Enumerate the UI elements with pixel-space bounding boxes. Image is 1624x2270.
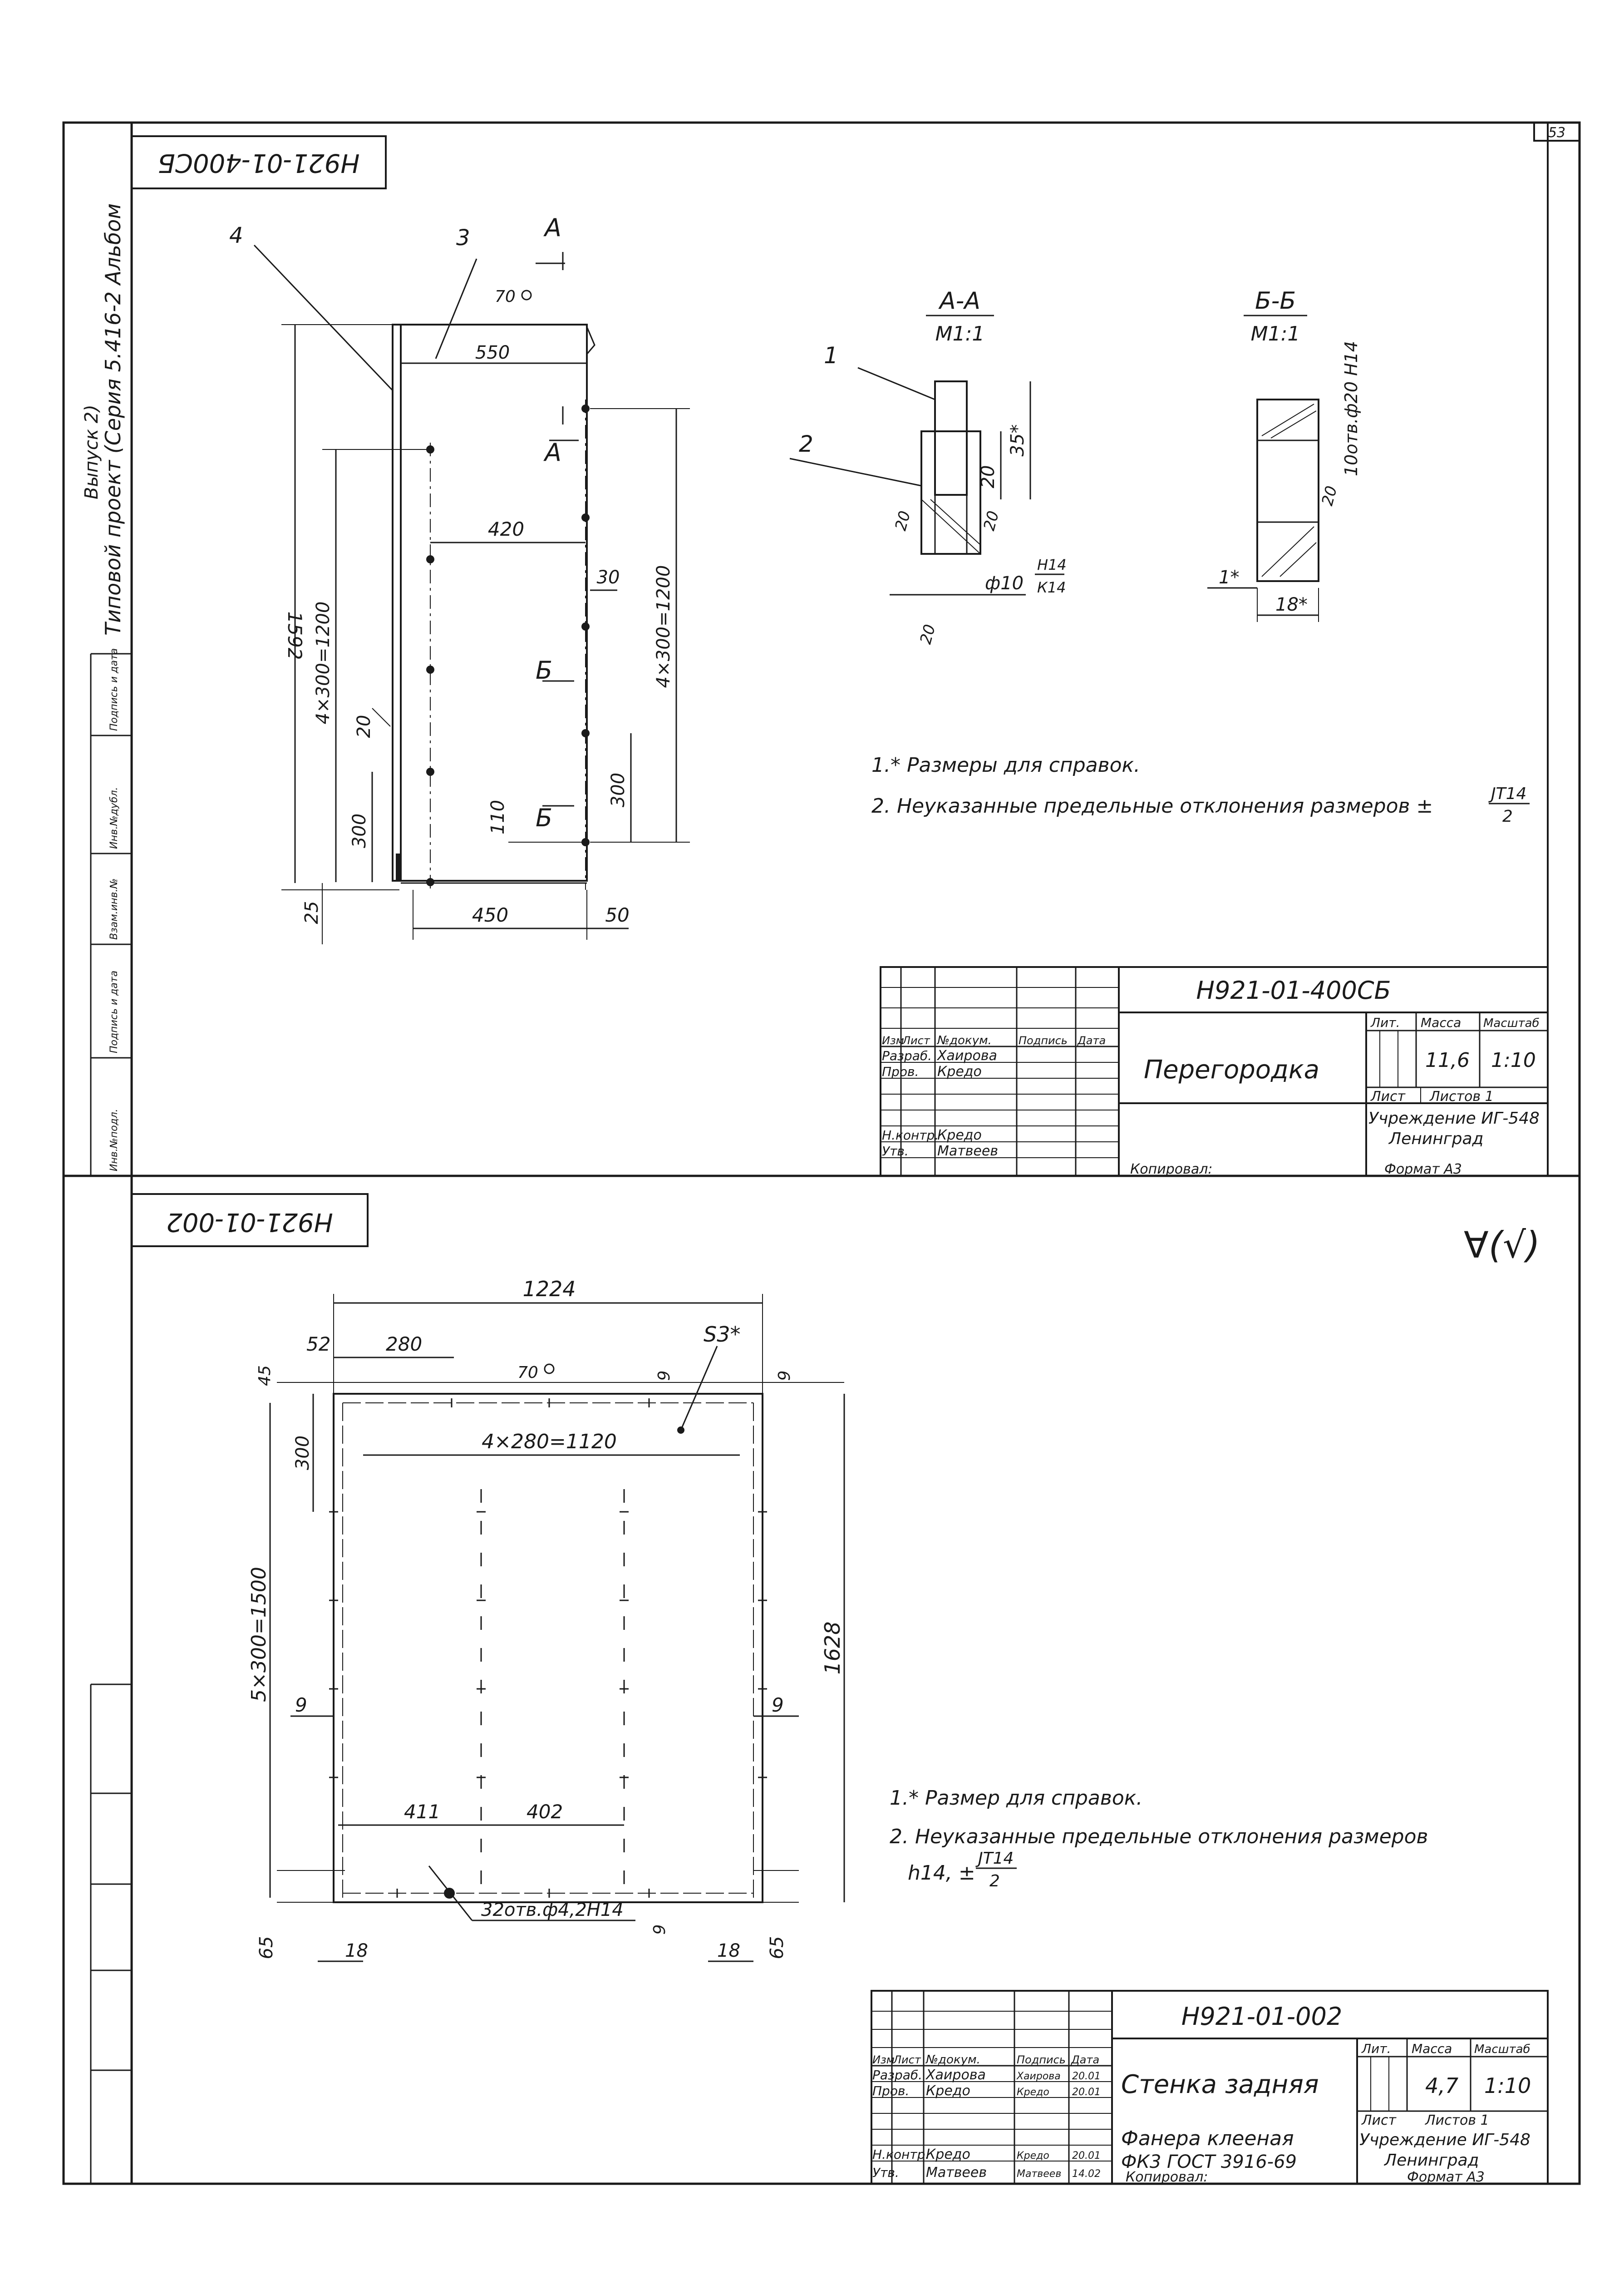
tb1-kopiroval: Копировал: xyxy=(1130,1161,1213,1177)
dim-300-right: 300 xyxy=(608,772,629,808)
dim-110: 110 xyxy=(487,799,508,835)
tb2-prov-name: Кредо xyxy=(926,2083,970,2099)
tb1-hdr-list: Лист xyxy=(902,1034,930,1047)
tb2-format: Формат А3 xyxy=(1407,2169,1485,2185)
rough-20-aa-right: 20 xyxy=(980,509,1003,533)
rough-20-aa-bottom: 20 xyxy=(916,622,940,646)
rough-70: 70 xyxy=(495,287,516,306)
sheet2-part-name: Стенка задняя xyxy=(1121,2070,1319,2099)
dim-1224: 1224 xyxy=(522,1277,576,1301)
tb2-org2: Ленинград xyxy=(1384,2151,1479,2170)
label-2: 2 xyxy=(799,431,813,457)
tb2-sheets: Листов 1 xyxy=(1425,2112,1489,2128)
dim-1592: 1592 xyxy=(284,611,306,660)
page-number: 53 xyxy=(1548,125,1566,141)
tb2-prov-sign: Кредо xyxy=(1017,2087,1049,2098)
tb2-razrab: Разраб. xyxy=(872,2068,923,2082)
dim-300-s2: 300 xyxy=(292,1435,313,1471)
tb2-utv: Утв. xyxy=(872,2165,899,2180)
sheet2-material1: Фанера клееная xyxy=(1121,2127,1294,2150)
label-4: 4 xyxy=(229,223,243,248)
tb2-masshtab: Масштаб xyxy=(1474,2043,1530,2056)
dim-65-right: 65 xyxy=(767,1936,787,1959)
side-cell-inv: Инв.№подл. xyxy=(108,1109,120,1171)
sheet2-note-2: 2. Неуказанные предельные отклонения размеров xyxy=(890,1825,1428,1848)
tb1-prov: Пров. xyxy=(882,1064,919,1079)
tb2-sheet: Лист xyxy=(1362,2112,1397,2128)
sheet1-notes xyxy=(871,754,1530,826)
dim-20-aa: 20 xyxy=(978,465,999,489)
dim-402: 402 xyxy=(527,1801,563,1823)
sheet2-note-2-num: JT14 xyxy=(978,1849,1014,1868)
dim-left-pitch: 4×300=1200 xyxy=(313,601,334,725)
tb2-prov-date: 20.01 xyxy=(1072,2087,1101,2098)
fit-denominator: К14 xyxy=(1037,579,1066,596)
sheet2-material2: ФК3 ГОСТ 3916-69 xyxy=(1121,2152,1297,2172)
dim-300-left: 300 xyxy=(349,813,370,849)
tb2-hdr-list: Лист xyxy=(893,2053,921,2066)
partition-view xyxy=(229,213,690,944)
back-wall-holes xyxy=(329,1398,767,1898)
sheet1-note-2: 2. Неуказанные предельные отклонения размеров ± xyxy=(871,794,1433,818)
tb1-sheet: Лист xyxy=(1371,1089,1406,1105)
roughness-symbol: ∀(√) xyxy=(1464,1224,1540,1266)
side-cell-dubl: Инв.№дубл. xyxy=(108,787,120,849)
rough-20: 20 xyxy=(354,715,374,738)
tb1-razrab: Разраб. xyxy=(882,1048,932,1063)
dim-9-bottom: 9 xyxy=(650,1924,669,1935)
album-title: Типовой проект (Серия 5.416-2 Альбом xyxy=(101,203,125,636)
sheet1-title-block xyxy=(881,967,1548,1177)
section-b-b xyxy=(1207,287,1361,622)
dim-45: 45 xyxy=(256,1365,274,1386)
album-subtitle: Выпуск 2) xyxy=(81,405,102,499)
dim-420: 420 xyxy=(487,518,525,540)
tb2-scale-value: 1:10 xyxy=(1484,2073,1531,2098)
label-3: 3 xyxy=(456,225,470,251)
tb1-org2: Ленинград xyxy=(1389,1130,1484,1148)
tb1-nkontr-name: Кредо xyxy=(937,1127,982,1143)
tb1-hdr-sign: Подпись xyxy=(1019,1034,1068,1047)
section-a-a xyxy=(790,287,1067,646)
dim-18: 18* xyxy=(1275,594,1308,615)
dim-52: 52 xyxy=(306,1333,331,1355)
tb2-utv-name: Матвеев xyxy=(926,2165,987,2181)
section-mark-b-bottom: Б xyxy=(536,804,553,832)
tb2-nkontr-date: 20.01 xyxy=(1072,2150,1101,2161)
section-bb-holes: 10отв.ф20 Н14 xyxy=(1341,340,1361,477)
tb1-utv-name: Матвеев xyxy=(937,1143,999,1159)
tb2-org1: Учреждение ИГ-548 xyxy=(1359,2131,1530,2149)
fit-numerator: Н14 xyxy=(1037,556,1067,573)
dim-9-right: 9 xyxy=(772,1694,784,1716)
sheet1-code-box xyxy=(132,136,386,188)
tb2-hdr-doc: №докум. xyxy=(926,2053,980,2067)
rough-20-aa-left: 20 xyxy=(891,509,915,533)
section-bb-title: Б-Б xyxy=(1255,287,1296,315)
dim-9-top-b: 9 xyxy=(775,1370,794,1381)
tb2-nkontr-name: Кредо xyxy=(926,2147,970,2162)
dim-35: 35* xyxy=(1007,424,1028,457)
fit-diameter: ф10 xyxy=(985,573,1024,594)
section-mark-b-top: Б xyxy=(536,656,553,685)
side-strip xyxy=(81,203,132,2184)
tb1-hdr-izm: Изм xyxy=(882,1034,904,1047)
section-bb-scale: М1:1 xyxy=(1250,322,1300,345)
dim-9-left: 9 xyxy=(295,1694,307,1716)
tb2-lit: Лит. xyxy=(1362,2041,1391,2056)
dim-1628: 1628 xyxy=(820,1621,845,1675)
sheet2-note-2-tol: h14, ± xyxy=(908,1861,975,1885)
sheet2-code-rotated: Н921-01-002 xyxy=(166,1207,333,1237)
tb1-masshtab: Масштаб xyxy=(1483,1017,1540,1030)
sheet1-part-name: Перегородка xyxy=(1144,1055,1319,1085)
sheet2-title-block xyxy=(871,1991,1548,2185)
tb2-prov: Пров. xyxy=(872,2083,910,2098)
label-1: 1 xyxy=(824,342,838,369)
sheet1-doc-code: Н921-01-400СБ xyxy=(1196,976,1391,1005)
dim-4x280: 4×280=1120 xyxy=(482,1430,617,1453)
dim-50: 50 xyxy=(605,904,630,926)
tb1-mass-value: 11,6 xyxy=(1425,1049,1470,1072)
sheet2-notes xyxy=(890,1786,1428,1890)
side-cell-sign2: Подпись и дата xyxy=(108,648,120,731)
dim-25: 25 xyxy=(301,901,322,924)
tb2-hdr-date: Дата xyxy=(1071,2053,1100,2066)
section-mark-a-top: А xyxy=(545,213,561,242)
tb1-format: Формат А3 xyxy=(1384,1161,1462,1177)
sheet1-note-2-den: 2 xyxy=(1502,807,1513,826)
tb2-nkontr-sign: Кредо xyxy=(1017,2150,1049,2161)
dim-30: 30 xyxy=(596,567,620,588)
rough-20-bb: 20 xyxy=(1318,484,1341,508)
tb1-massa: Масса xyxy=(1421,1015,1462,1030)
dim-450: 450 xyxy=(472,904,509,926)
tb2-razrab-sign: Хаирова xyxy=(1017,2071,1061,2082)
tb2-mass-value: 4,7 xyxy=(1425,2073,1459,2098)
back-wall-view xyxy=(247,1277,845,1961)
sheet1-note-1: 1.* Размеры для справок. xyxy=(871,754,1141,777)
sheet2-code-box xyxy=(132,1194,1540,1266)
side-cell-vzam: Взам.инв.№ xyxy=(108,878,120,940)
section-aa-title: А-А xyxy=(940,287,980,315)
tb2-hdr-sign: Подпись xyxy=(1017,2053,1066,2066)
dim-18-right: 18 xyxy=(717,1940,740,1961)
dim-280: 280 xyxy=(386,1333,423,1355)
sheet1-code-rotated: Н921-01-400СБ xyxy=(157,148,360,178)
dim-right-pitch: 4×300=1200 xyxy=(653,565,674,688)
rough-70-s2: 70 xyxy=(517,1363,538,1382)
tb1-sheets: Листов 1 xyxy=(1430,1089,1494,1105)
tb1-hdr-date: Дата xyxy=(1078,1034,1106,1047)
sheet2-note-1: 1.* Размер для справок. xyxy=(890,1786,1143,1810)
dim-9-top-a: 9 xyxy=(655,1370,674,1381)
dim-411: 411 xyxy=(404,1801,441,1823)
dim-550: 550 xyxy=(475,342,510,363)
dim-1: 1* xyxy=(1219,567,1240,588)
tb2-massa: Масса xyxy=(1412,2041,1452,2056)
tb1-prov-name: Кредо xyxy=(937,1064,982,1080)
tb2-utv-sign: Матвеев xyxy=(1017,2168,1062,2180)
holes-note: 32отв.ф4,2Н14 xyxy=(481,1900,624,1920)
side-cell-sign1: Подпись и дата xyxy=(108,970,120,1053)
tb2-hdr-izm: Изм xyxy=(872,2053,895,2066)
section-mark-a-bottom: А xyxy=(545,438,561,467)
tb2-razrab-name: Хаирова xyxy=(926,2067,986,2083)
tb1-scale-value: 1:10 xyxy=(1491,1049,1536,1072)
tb1-hdr-doc: №докум. xyxy=(937,1034,992,1047)
tb1-razrab-name: Хаирова xyxy=(937,1048,997,1064)
tb1-lit: Лит. xyxy=(1371,1015,1400,1030)
dim-5x300: 5×300=1500 xyxy=(247,1567,271,1702)
tb1-nkontr: Н.контр. xyxy=(882,1128,939,1143)
thickness-s3: S3* xyxy=(704,1322,741,1347)
sheet1-note-2-num: JT14 xyxy=(1491,785,1527,803)
tb2-nkontr: Н.контр. xyxy=(872,2147,930,2162)
sheet2-doc-code: Н921-01-002 xyxy=(1181,2002,1343,2031)
tb2-utv-date: 14.02 xyxy=(1072,2168,1101,2180)
tb1-utv: Утв. xyxy=(882,1144,909,1159)
section-aa-scale: М1:1 xyxy=(935,322,985,345)
sheet2-note-2-den: 2 xyxy=(989,1872,1000,1890)
tb1-org1: Учреждение ИГ-548 xyxy=(1368,1109,1540,1128)
dim-18-left: 18 xyxy=(345,1940,368,1961)
tb2-razrab-date: 20.01 xyxy=(1072,2071,1101,2082)
tb2-kopiroval: Копировал: xyxy=(1126,2169,1208,2185)
dim-65-left: 65 xyxy=(256,1936,277,1959)
